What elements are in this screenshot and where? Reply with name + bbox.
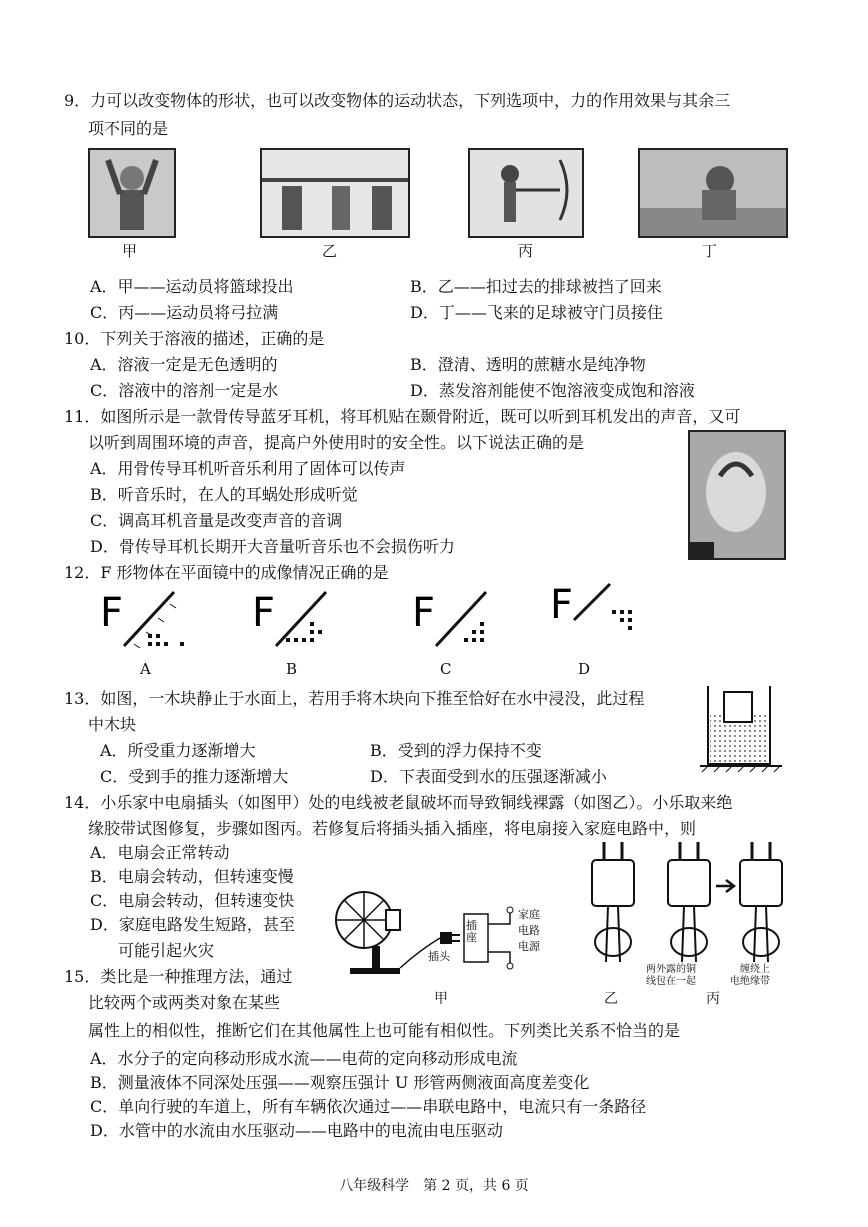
- q11-stem-line2: 以听到周围环境的声音，提高户外使用时的安全性。以下说法正确的是: [88, 433, 585, 452]
- q12-f-letter-d: F: [550, 582, 574, 628]
- q14-option-d: D．家庭电路发生短路，甚至: [90, 915, 295, 934]
- q14-fan-circuit-diagram: [330, 880, 540, 980]
- q11-earphone-photo: [688, 430, 786, 560]
- q11-option-c: C．调高耳机音量是改变声音的音调: [90, 511, 343, 530]
- q13-option-c: C．受到手的推力逐渐增大: [100, 767, 289, 786]
- q12-figure-d: [550, 580, 640, 644]
- q14-caption-yi: 乙: [604, 991, 618, 1007]
- q12-f-letter-c: F: [412, 590, 436, 636]
- q9-caption-ding: 丁: [702, 242, 718, 260]
- q14-option-a: A．电扇会正常转动: [90, 843, 230, 862]
- q14-circuit-label-2: 电路: [518, 924, 540, 937]
- page-footer: 八年级科学 第 2 页，共 6 页: [339, 1178, 529, 1194]
- q9-photo-bing: [468, 148, 584, 238]
- q12-stem: 12．F 形物体在平面镜中的成像情况正确的是: [64, 563, 389, 582]
- q9-option-c: C．丙——运动员将弓拉满: [90, 303, 279, 322]
- q15-option-b: B．测量液体不同深处压强——观察压强计 U 形管两侧液面高度差变化: [90, 1073, 590, 1092]
- q9-photo-yi: [260, 148, 410, 238]
- q9-stem-line1: 9．力可以改变物体的形状，也可以改变物体的运动状态，下列选项中，力的作用效果与其余三: [64, 91, 731, 110]
- q11-option-b: B．听音乐时，在人的耳蜗处形成听觉: [90, 485, 358, 504]
- q13-option-b: B．受到的浮力保持不变: [370, 741, 542, 760]
- q9-option-d: D．丁——飞来的足球被守门员接住: [410, 303, 663, 322]
- q14-stem-line2: 缘胶带试图修复，步骤如图丙。若修复后将插头插入插座，将电扇接入家庭电路中，则: [88, 819, 697, 838]
- q14-socket-label: 插座: [466, 919, 477, 944]
- q9-caption-yi: 乙: [322, 242, 338, 260]
- q9-stem-line2: 项不同的是: [88, 119, 169, 138]
- q15-stem-line1: 15．类比是一种推理方法，通过: [64, 967, 293, 986]
- q14-note-right-1: 缠绕上: [740, 964, 770, 975]
- q14-option-d-cont: 可能引起火灾: [118, 941, 215, 960]
- q15-stem-line2: 比较两个或两类对象在某些: [88, 993, 281, 1012]
- q12-figure-a: [100, 588, 190, 648]
- q14-circuit-label-3: 电源: [518, 940, 540, 953]
- q14-caption-jia: 甲: [434, 991, 448, 1007]
- q14-note-right-2: 电绝缘带: [730, 976, 770, 987]
- q11-option-d: D．骨传导耳机长期开大音量听音乐也不会损伤听力: [90, 537, 455, 556]
- q12-figure-c: [412, 588, 502, 652]
- q10-option-d: D．蒸发溶剂能使不饱溶液变成饱和溶液: [410, 381, 695, 400]
- q9-photo-ding: [638, 148, 788, 238]
- q12-figure-b: [252, 588, 342, 648]
- q14-stem-line1: 14．小乐家中电扇插头（如图甲）处的电线被老鼠破坏而导致铜线裸露（如图乙）。小乐取来绝: [64, 793, 733, 812]
- q13-option-a: A．所受重力逐渐增大: [100, 741, 256, 760]
- q10-stem: 10．下列关于溶液的描述，正确的是: [64, 329, 325, 348]
- q15-option-c: C．单向行驶的车道上，所有车辆依次通过——串联电路中，电流只有一条路径: [90, 1097, 647, 1116]
- q9-option-b: B．乙——扣过去的排球被挡了回来: [410, 277, 662, 296]
- q10-option-b: B．澄清、透明的蔗糖水是纯净物: [410, 355, 646, 374]
- q14-plug-repair-diagram: [582, 842, 792, 972]
- q13-block-in-water-diagram: [698, 684, 784, 774]
- q14-option-c: C．电扇会转动，但转速变快: [90, 891, 295, 910]
- q14-note-left-2: 线包在一起: [646, 976, 696, 987]
- q9-photo-jia: [88, 148, 176, 238]
- q15-option-d: D．水管中的水流由水压驱动——电路中的电流由电压驱动: [90, 1121, 503, 1140]
- q14-plug-label: 插头: [428, 950, 450, 963]
- q12-f-letter-a: F: [100, 590, 124, 636]
- q13-option-d: D．下表面受到水的压强逐渐减小: [370, 767, 607, 786]
- q14-caption-bing: 丙: [706, 991, 720, 1007]
- q9-caption-jia: 甲: [122, 242, 138, 260]
- q10-option-c: C．溶液中的溶剂一定是水: [90, 381, 279, 400]
- q9-option-a: A．甲——运动员将篮球投出: [90, 277, 294, 296]
- q14-note-left-1: 两外露的铜: [646, 964, 696, 975]
- q14-option-b: B．电扇会转动，但转速变慢: [90, 867, 294, 886]
- q10-option-a: A．溶液一定是无色透明的: [90, 355, 278, 374]
- q13-stem-line1: 13．如图，一木块静止于水面上，若用手将木块向下推至恰好在水中浸没，此过程: [64, 689, 645, 708]
- q12-label-b: B: [286, 660, 298, 678]
- q15-option-a: A．水分子的定向移动形成水流——电荷的定向移动形成电流: [90, 1049, 518, 1068]
- q14-circuit-label-1: 家庭: [518, 908, 540, 921]
- q12-label-a: A: [140, 660, 151, 678]
- q15-stem-line3: 属性上的相似性，推断它们在其他属性上也可能有相似性。下列类比关系不恰当的是: [88, 1021, 681, 1040]
- q11-stem-line1: 11．如图所示是一款骨传导蓝牙耳机，将耳机贴在颞骨附近，既可以听到耳机发出的声音，又可: [64, 407, 741, 426]
- q11-option-a: A．用骨传导耳机听音乐利用了固体可以传声: [90, 459, 406, 478]
- q9-caption-bing: 丙: [518, 242, 534, 260]
- q12-f-letter-b: F: [252, 590, 276, 636]
- q12-label-c: C: [440, 660, 452, 678]
- q13-stem-line2: 中木块: [88, 715, 137, 734]
- q12-label-d: D: [578, 660, 591, 678]
